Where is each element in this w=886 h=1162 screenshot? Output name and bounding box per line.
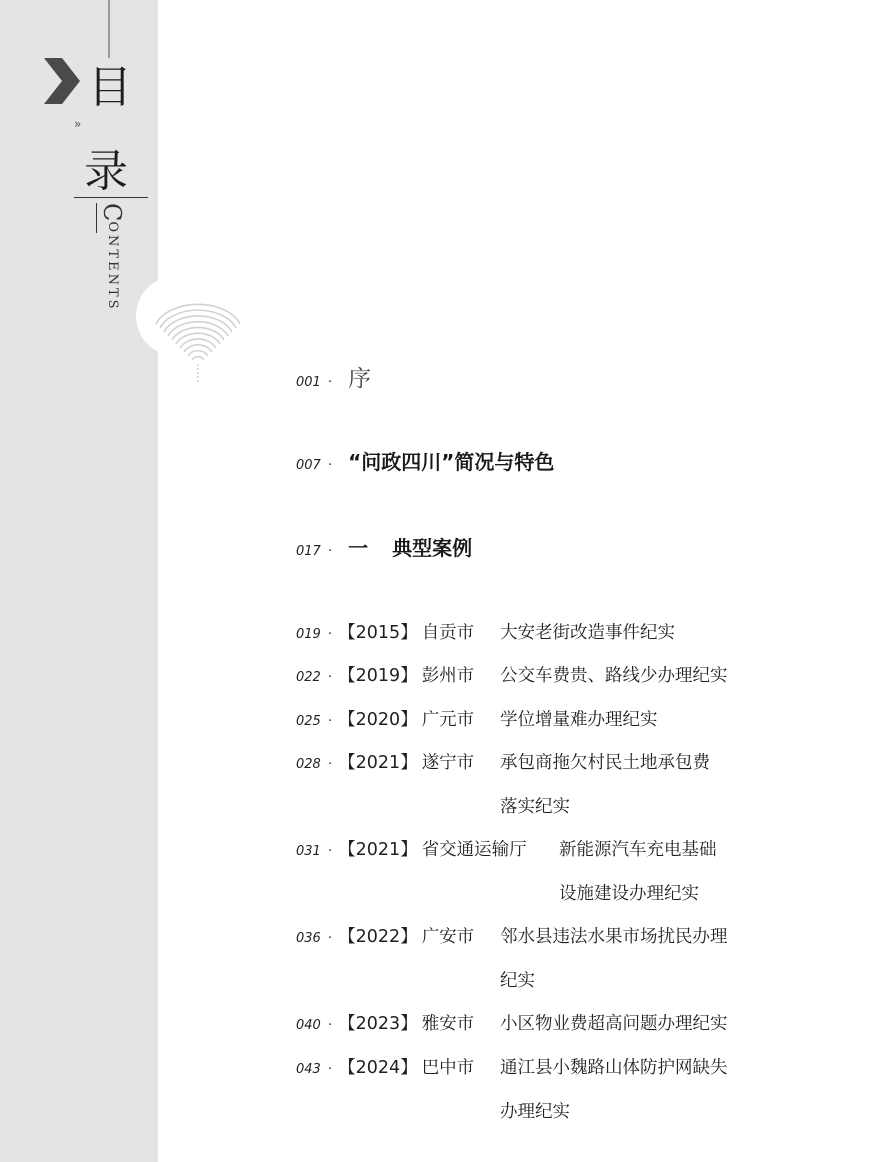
separator-dot: · bbox=[328, 931, 333, 946]
bracket-open: 【 bbox=[338, 840, 356, 860]
bracket-close: 】 bbox=[400, 666, 418, 686]
year-value: 2023 bbox=[355, 1014, 401, 1034]
case-year bbox=[338, 749, 418, 774]
toc-case-entry[interactable] bbox=[296, 706, 474, 731]
year-value: 2021 bbox=[355, 753, 401, 773]
case-year bbox=[338, 923, 418, 948]
toc-case-entry[interactable] bbox=[296, 1054, 474, 1079]
case-year bbox=[338, 706, 418, 731]
page-number: 025 bbox=[296, 714, 321, 729]
toc-entry-typical-cases[interactable] bbox=[296, 532, 472, 561]
case-place: 省交通运输厅 bbox=[421, 840, 527, 860]
bracket-close: 】 bbox=[400, 710, 418, 730]
toc-case-entry[interactable] bbox=[296, 749, 474, 774]
page-number: 017 bbox=[296, 544, 321, 559]
bracket-open: 【 bbox=[338, 623, 356, 643]
toc-case-entry[interactable] bbox=[296, 662, 474, 687]
year-value: 2024 bbox=[355, 1058, 401, 1078]
case-title-line[interactable]: 邻水县违法水果市场扰民办理 bbox=[500, 927, 728, 947]
case-title-line[interactable]: 办理纪实 bbox=[500, 1102, 570, 1122]
page-number: 031 bbox=[296, 844, 321, 859]
bracket-close: 】 bbox=[400, 1058, 418, 1078]
case-title-line[interactable]: 公交车费贵、路线少办理纪实 bbox=[500, 666, 728, 686]
separator-dot: · bbox=[328, 670, 333, 685]
toc-entry-preface[interactable] bbox=[296, 360, 371, 393]
bracket-close: 】 bbox=[400, 753, 418, 773]
case-place: 广元市 bbox=[421, 710, 475, 730]
case-title-line[interactable]: 小区物业费超高问题办理纪实 bbox=[500, 1014, 728, 1034]
case-title-line[interactable]: 承包商拖欠村民土地承包费 bbox=[500, 753, 710, 773]
page-number: 019 bbox=[296, 627, 321, 642]
year-value: 2022 bbox=[355, 927, 401, 947]
bracket-close: 】 bbox=[400, 927, 418, 947]
year-value: 2020 bbox=[355, 710, 401, 730]
separator-dot: · bbox=[328, 714, 333, 729]
case-place: 巴中市 bbox=[421, 1058, 475, 1078]
case-title-line[interactable]: 新能源汽车充电基础 bbox=[559, 840, 717, 860]
bracket-close: 】 bbox=[400, 1014, 418, 1034]
bracket-open: 【 bbox=[338, 753, 356, 773]
page-number: 043 bbox=[296, 1062, 321, 1077]
toc-case-entry[interactable] bbox=[296, 1010, 474, 1035]
page-number: 001 bbox=[296, 375, 321, 390]
page-number: 028 bbox=[296, 757, 321, 772]
case-place: 广安市 bbox=[421, 927, 475, 947]
bracket-open: 【 bbox=[338, 1058, 356, 1078]
entry-title: 序 bbox=[348, 366, 372, 392]
separator-dot: · bbox=[328, 627, 333, 642]
bracket-open: 【 bbox=[338, 927, 356, 947]
toc-case-entry[interactable] bbox=[296, 619, 474, 644]
case-title-line[interactable]: 设施建设办理纪实 bbox=[559, 884, 699, 904]
separator-dot: · bbox=[328, 757, 333, 772]
year-value: 2019 bbox=[355, 666, 401, 686]
case-year bbox=[338, 619, 418, 644]
entry-title: 典型案例 bbox=[392, 536, 473, 560]
separator-dot: · bbox=[328, 458, 333, 473]
year-value: 2015 bbox=[355, 623, 401, 643]
title-char-mu: 目 bbox=[88, 62, 132, 113]
case-title-line[interactable]: 落实纪实 bbox=[500, 797, 570, 817]
separator-dot: · bbox=[328, 544, 333, 559]
toc-case-entry[interactable] bbox=[296, 836, 527, 861]
bracket-close: 】 bbox=[400, 840, 418, 860]
contents-initial: C bbox=[98, 203, 126, 222]
section-number: 一 bbox=[348, 536, 369, 560]
case-place: 自贡市 bbox=[421, 623, 475, 643]
page-number: 022 bbox=[296, 670, 321, 685]
entry-title: “问政四川”简况与特色 bbox=[348, 450, 555, 474]
case-year bbox=[338, 836, 418, 861]
year-value: 2021 bbox=[355, 840, 401, 860]
separator-dot: · bbox=[328, 375, 333, 390]
bracket-open: 【 bbox=[338, 710, 356, 730]
case-place: 彭州市 bbox=[421, 666, 475, 686]
case-year bbox=[338, 1054, 418, 1079]
case-title-line[interactable]: 通江县小魏路山体防护网缺失 bbox=[500, 1058, 728, 1078]
bracket-open: 【 bbox=[338, 1014, 356, 1034]
page-number: 040 bbox=[296, 1018, 321, 1033]
title-char-lu: 录 bbox=[84, 146, 128, 197]
page-number: 007 bbox=[296, 458, 321, 473]
bracket-open: 【 bbox=[338, 666, 356, 686]
toc-entry-overview[interactable] bbox=[296, 446, 554, 475]
case-year bbox=[338, 662, 418, 687]
separator-dot: · bbox=[328, 1062, 333, 1077]
case-year bbox=[338, 1010, 418, 1035]
separator-dot: · bbox=[328, 1018, 333, 1033]
page-number: 036 bbox=[296, 931, 321, 946]
case-title-line[interactable]: 大安老街改造事件纪实 bbox=[500, 623, 675, 643]
case-place: 遂宁市 bbox=[421, 753, 475, 773]
case-place: 雅安市 bbox=[421, 1014, 475, 1034]
contents-rest: ONTENTS bbox=[105, 221, 120, 312]
toc-case-entry[interactable] bbox=[296, 923, 474, 948]
bracket-close: 】 bbox=[400, 623, 418, 643]
raquo-mark: » bbox=[74, 117, 82, 131]
case-title-line[interactable]: 学位增量难办理纪实 bbox=[500, 710, 658, 730]
case-title-line[interactable]: 纪实 bbox=[500, 971, 535, 991]
separator-dot: · bbox=[328, 844, 333, 859]
